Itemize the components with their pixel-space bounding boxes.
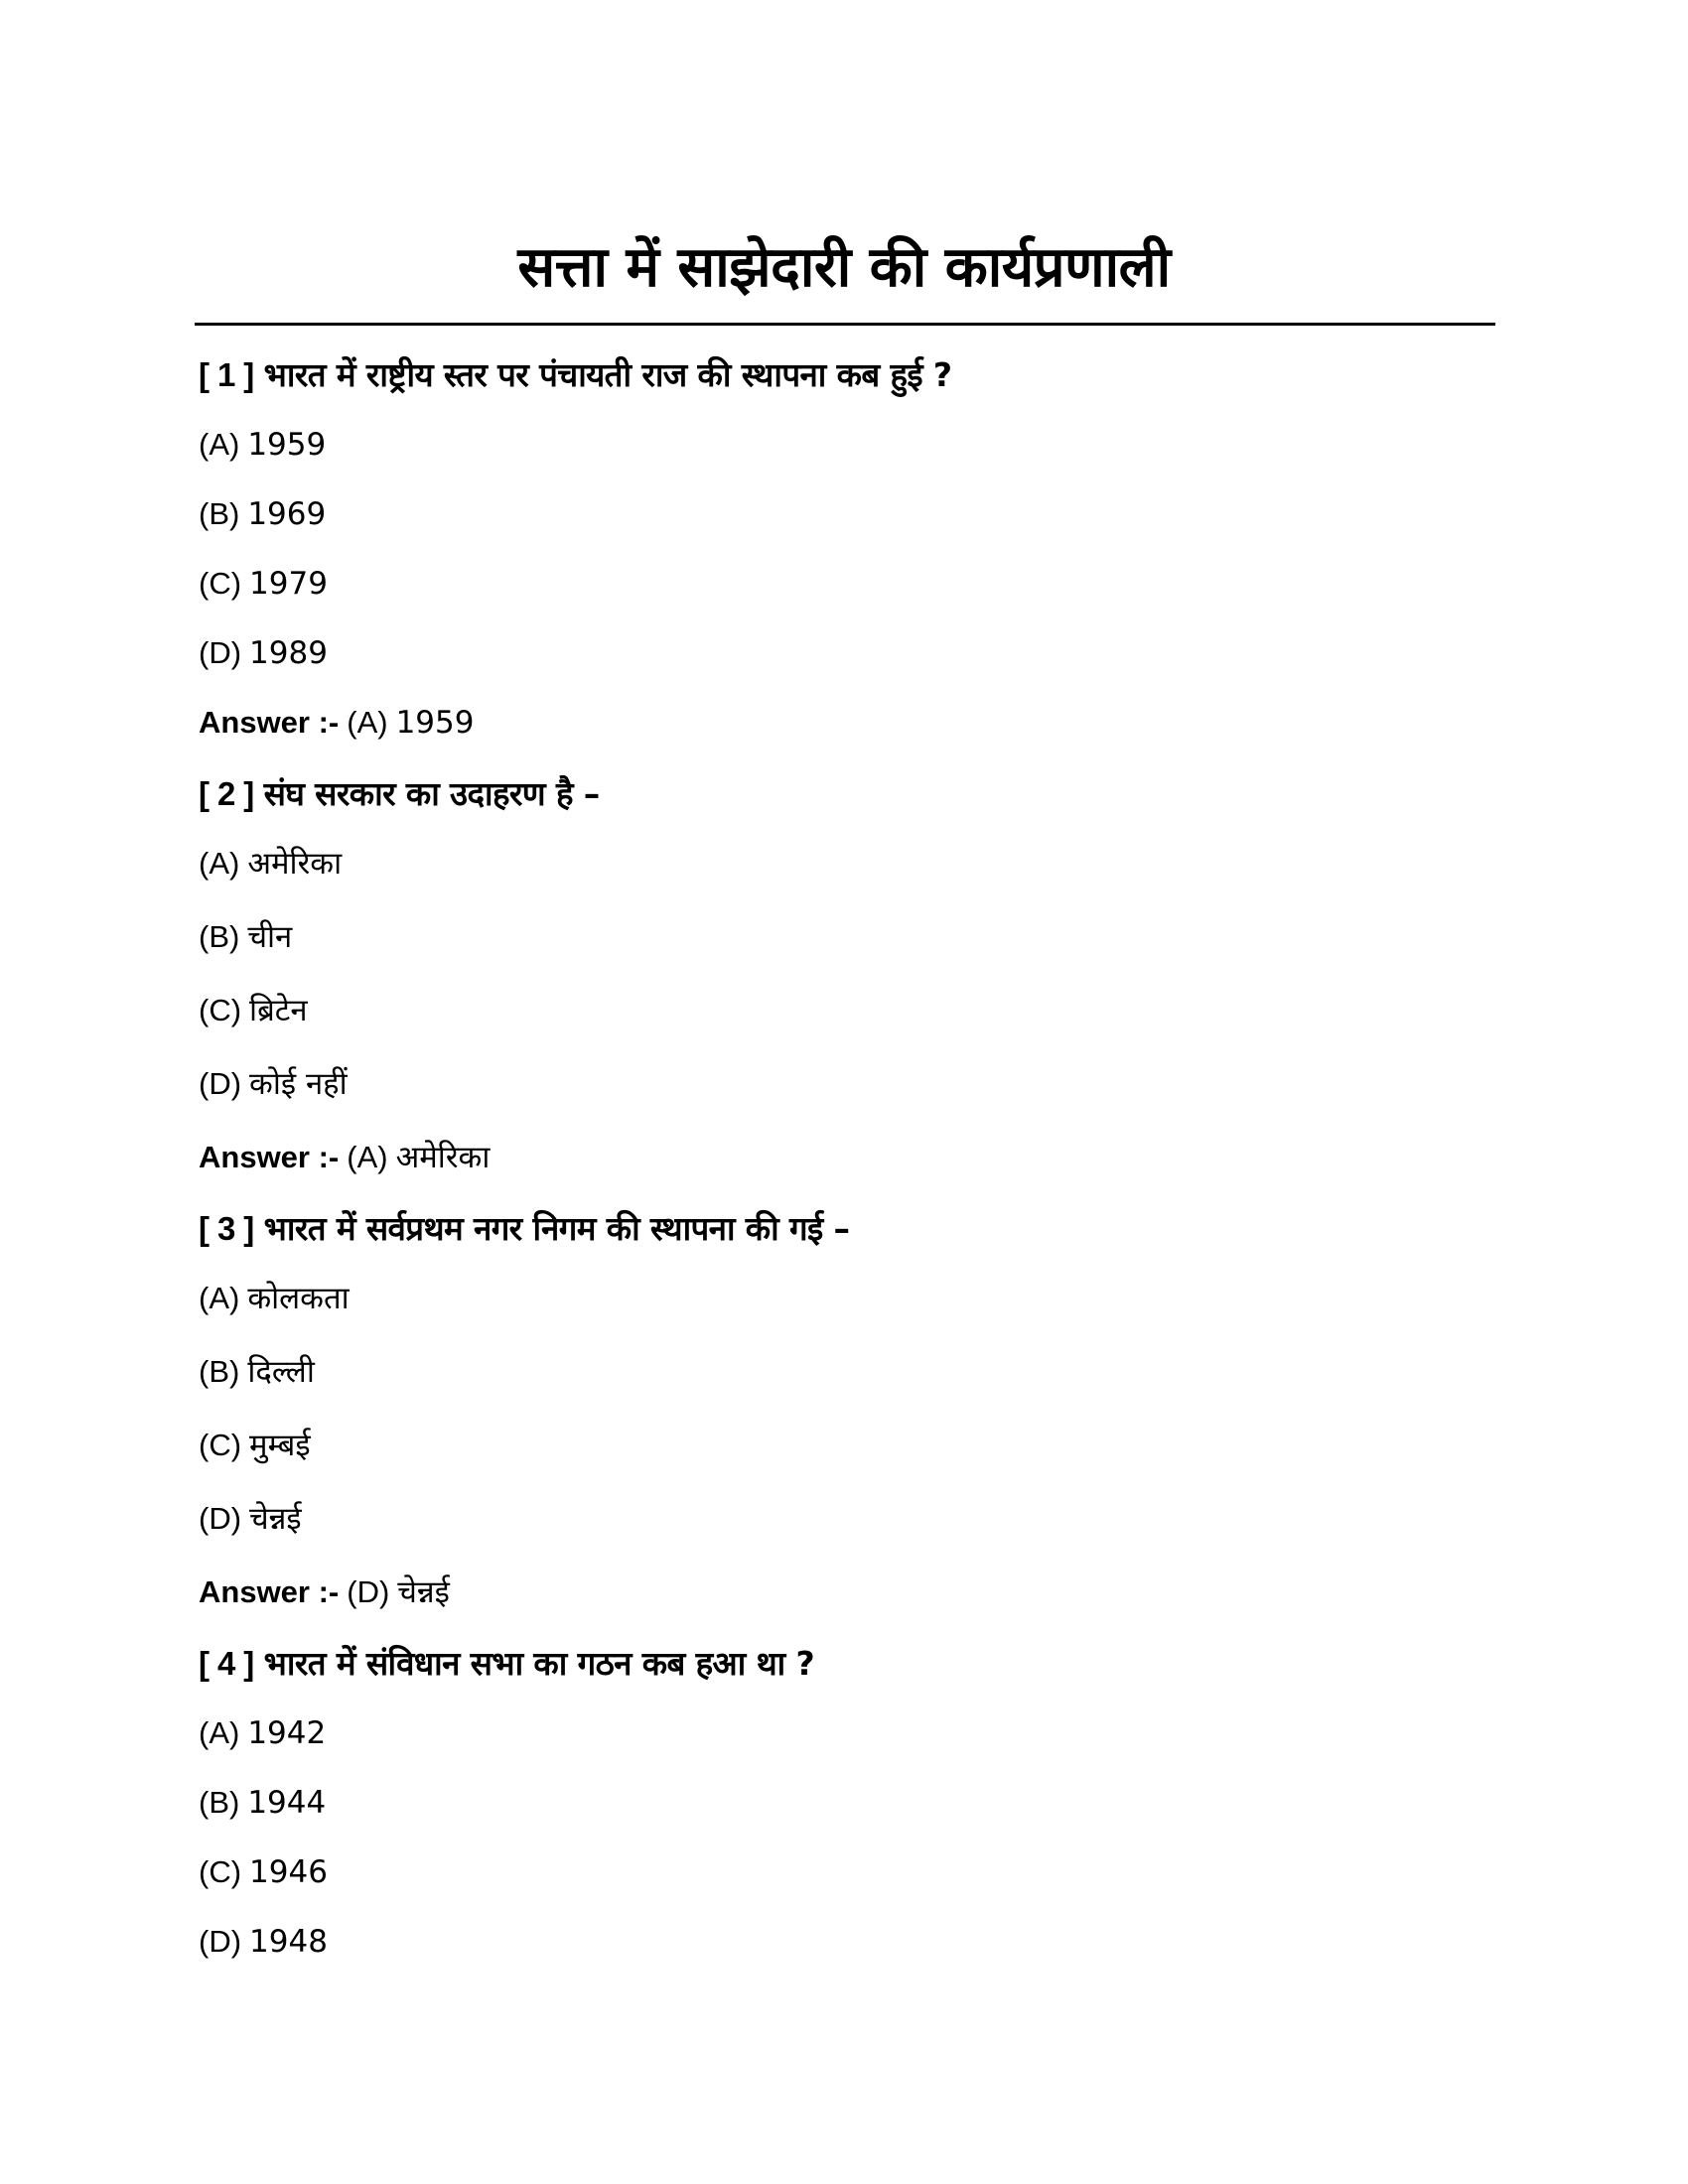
answer-3 (199, 1567, 1489, 1638)
option-d (199, 627, 1489, 697)
option-b (199, 1346, 1489, 1420)
option-a (199, 838, 1489, 911)
answer-key: (A) (347, 705, 388, 740)
option-text: अमेरिका (247, 846, 343, 882)
option-text: 1969 (247, 496, 327, 532)
question-4 (199, 1638, 1489, 1707)
option-key: (A) (199, 1281, 240, 1315)
option-c (199, 1420, 1489, 1493)
answer-label: Answer :- (199, 705, 340, 740)
option-d (199, 1058, 1489, 1132)
answer-text: चेन्नई (397, 1574, 450, 1610)
option-text: चेन्नई (249, 1501, 302, 1537)
option-key: (C) (199, 1428, 242, 1462)
option-key: (C) (199, 993, 242, 1027)
option-key: (B) (199, 919, 240, 954)
option-key: (D) (199, 1924, 242, 1959)
option-text: ब्रिटेन (249, 993, 308, 1028)
option-key: (B) (199, 1354, 240, 1389)
option-key: (B) (199, 1785, 240, 1820)
option-c (199, 558, 1489, 627)
answer-key: (A) (347, 1140, 388, 1174)
option-d (199, 1916, 1489, 1985)
option-key: (A) (199, 1715, 240, 1750)
option-key: (A) (199, 427, 240, 462)
option-text: 1946 (249, 1854, 328, 1890)
question-block-1 (199, 349, 1489, 768)
question-text: भारत में राष्ट्रीय स्तर पर पंचायती राज की स्थापना कब हुई ? (263, 355, 952, 394)
question-3 (199, 1203, 1489, 1273)
question-text: भारत में संविधान सभा का गठन कब हआ था ? (263, 1644, 815, 1683)
option-text: कोलकता (247, 1281, 350, 1316)
option-c (199, 1846, 1489, 1916)
option-b (199, 1777, 1489, 1846)
question-2 (199, 768, 1489, 838)
question-number: [ 4 ] (199, 1645, 254, 1682)
option-text: 1944 (247, 1785, 327, 1821)
option-text: 1979 (249, 566, 328, 602)
answer-1 (199, 697, 1489, 768)
option-text: मुम्बई (249, 1428, 311, 1463)
answer-text: अमेरिका (395, 1140, 491, 1175)
question-list (199, 349, 1489, 1985)
answer-key: (D) (347, 1574, 390, 1609)
question-text: संघ सरकार का उदाहरण है – (263, 774, 600, 813)
title-divider (195, 323, 1495, 326)
question-number: [ 2 ] (199, 775, 254, 812)
option-a (199, 1273, 1489, 1346)
answer-label: Answer :- (199, 1574, 340, 1609)
question-number: [ 1 ] (199, 356, 254, 393)
option-text: 1989 (249, 635, 328, 671)
option-text: 1959 (247, 427, 327, 463)
option-a (199, 1707, 1489, 1777)
question-block-3 (199, 1203, 1489, 1638)
question-text: भारत में सर्वप्रथम नगर निगम की स्थापना की गई – (263, 1209, 850, 1248)
option-text: दिल्ली (247, 1354, 315, 1390)
option-key: (C) (199, 1854, 242, 1889)
option-key: (B) (199, 496, 240, 531)
option-text: 1942 (247, 1715, 327, 1751)
option-key: (D) (199, 1501, 242, 1536)
page-title: सत्ता में साझेदारी की कार्यप्रणाली (517, 234, 1171, 300)
option-d (199, 1493, 1489, 1567)
option-text: कोई नहीं (249, 1066, 348, 1102)
option-a (199, 419, 1489, 488)
option-text: चीन (247, 919, 293, 955)
option-key: (D) (199, 635, 242, 670)
question-number: [ 3 ] (199, 1210, 254, 1247)
option-b (199, 488, 1489, 558)
option-b (199, 911, 1489, 985)
answer-label: Answer :- (199, 1140, 340, 1174)
question-1 (199, 349, 1489, 419)
question-block-4 (199, 1638, 1489, 1985)
answer-2 (199, 1132, 1489, 1203)
option-text: 1948 (249, 1924, 328, 1960)
option-key: (D) (199, 1066, 242, 1101)
option-key: (A) (199, 846, 240, 881)
option-key: (C) (199, 566, 242, 601)
option-c (199, 985, 1489, 1058)
question-block-2 (199, 768, 1489, 1203)
answer-text: 1959 (395, 705, 475, 741)
